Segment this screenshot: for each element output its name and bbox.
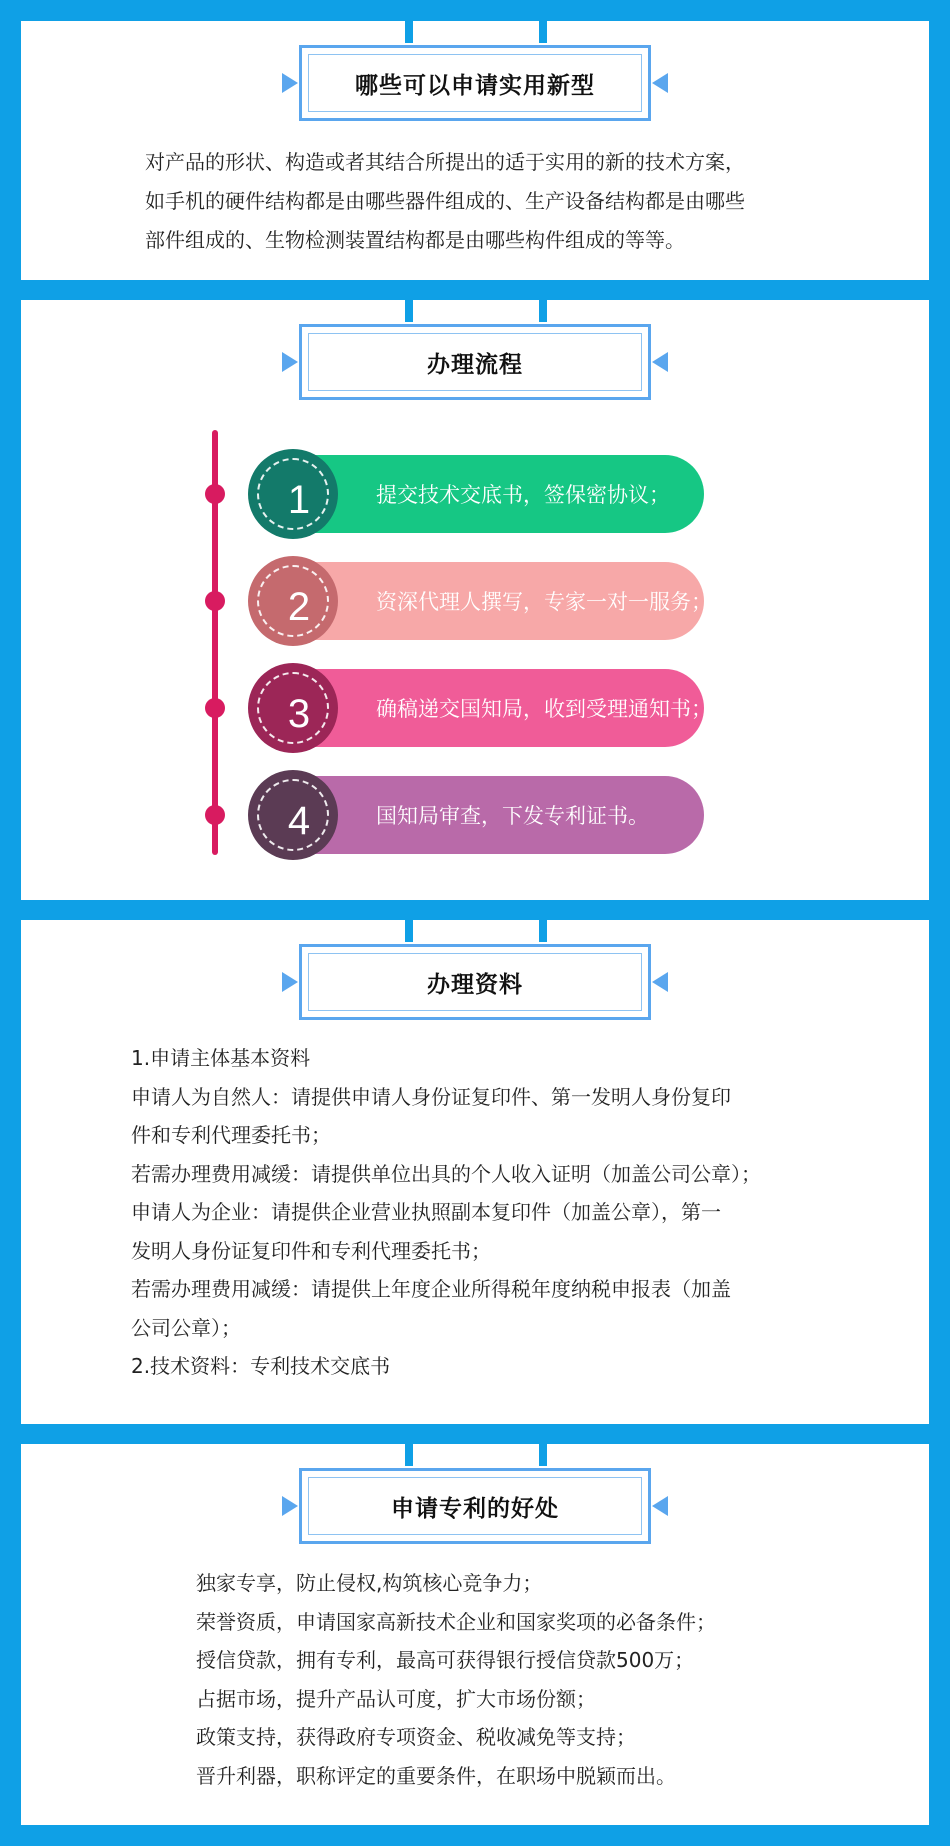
section-documents [21, 920, 929, 1424]
body-line: 公司公章）； [131, 1315, 241, 1340]
section-title-frame [299, 45, 651, 121]
body-line: 申请人为自然人：请提供申请人身份证复印件、第一发明人身份复印 [131, 1084, 731, 1109]
step-text: 确稿递交国知局，收到受理通知书； [376, 697, 712, 721]
connector [539, 21, 547, 43]
body-line: 申请人为企业：请提供企业营业执照副本复印件（加盖公章），第一 [131, 1200, 721, 1224]
section-title-frame [299, 324, 651, 400]
connector [539, 920, 547, 942]
triangle-right-icon [652, 73, 668, 93]
step-number: 4 [287, 798, 311, 843]
section-title-frame [299, 944, 651, 1020]
triangle-right-icon [652, 972, 668, 992]
body-line: 授信贷款，拥有专利，最高可获得银行授信贷款500万； [196, 1648, 695, 1672]
triangle-right-icon [652, 1496, 668, 1516]
body-line: 占据市场，提升产品认可度，扩大市场份额； [196, 1686, 596, 1711]
body-line: 荣誉资质，申请国家高新技术企业和国家奖项的必备条件； [196, 1609, 716, 1634]
connector [405, 920, 413, 942]
step-number: 3 [287, 691, 311, 736]
body-line: 政策支持，获得政府专项资金、税收减免等支持； [196, 1725, 636, 1749]
section-body [131, 1039, 761, 1386]
connector [539, 1444, 547, 1466]
section-utility-model [21, 21, 929, 280]
section-title: 办理流程 [308, 333, 642, 391]
triangle-left-icon [282, 972, 298, 992]
section-title: 办理资料 [308, 953, 642, 1011]
body-line: 发明人身份证复印件和专利代理委托书； [131, 1238, 491, 1263]
section-body [196, 1564, 716, 1795]
process-step-2 [254, 562, 712, 640]
triangle-left-icon [282, 352, 298, 372]
body-line: 若需办理费用减缓：请提供单位出具的个人收入证明（加盖公司公章）； [131, 1161, 761, 1186]
body-line: 对产品的形状、构造或者其结合所提出的适于实用的新的技术方案， [145, 150, 745, 174]
section-benefits [21, 1444, 929, 1825]
section-title: 哪些可以申请实用新型 [308, 54, 642, 112]
body-line: 独家专享，防止侵权,构筑核心竞争力； [196, 1571, 543, 1595]
step-number: 1 [287, 477, 311, 522]
timeline-dot [205, 805, 225, 825]
step-text: 国知局审查，下发专利证书。 [376, 804, 649, 828]
body-line: 1.申请主体基本资料 [131, 1046, 311, 1070]
process-step-1 [254, 455, 704, 533]
step-text: 资深代理人撰写，专家一对一服务； [376, 590, 712, 614]
body-line: 晋升利器，职称评定的重要条件，在职场中脱颖而出。 [196, 1763, 676, 1788]
body-line: 若需办理费用减缓：请提供上年度企业所得税年度纳税申报表（加盖 [131, 1277, 731, 1301]
timeline-dot [205, 484, 225, 504]
triangle-left-icon [282, 73, 298, 93]
section-title-frame [299, 1468, 651, 1544]
triangle-right-icon [652, 352, 668, 372]
body-line: 2.技术资料：专利技术交底书 [131, 1354, 391, 1378]
triangle-left-icon [282, 1496, 298, 1516]
section-body [145, 143, 745, 260]
connector [405, 1444, 413, 1466]
timeline-dot [205, 591, 225, 611]
connector [405, 21, 413, 43]
timeline-dot [205, 698, 225, 718]
body-line: 部件组成的、生物检测装置结构都是由哪些构件组成的等等。 [145, 228, 685, 252]
connector [539, 300, 547, 322]
step-text: 提交技术交底书，签保密协议； [376, 483, 670, 507]
section-title: 申请专利的好处 [308, 1477, 642, 1535]
process-step-4 [254, 776, 704, 854]
connector [405, 300, 413, 322]
step-number: 2 [287, 584, 311, 629]
body-line: 如手机的硬件结构都是由哪些器件组成的、生产设备结构都是由哪些 [145, 189, 745, 213]
process-step-3 [254, 669, 712, 747]
body-line: 件和专利代理委托书； [131, 1123, 331, 1147]
